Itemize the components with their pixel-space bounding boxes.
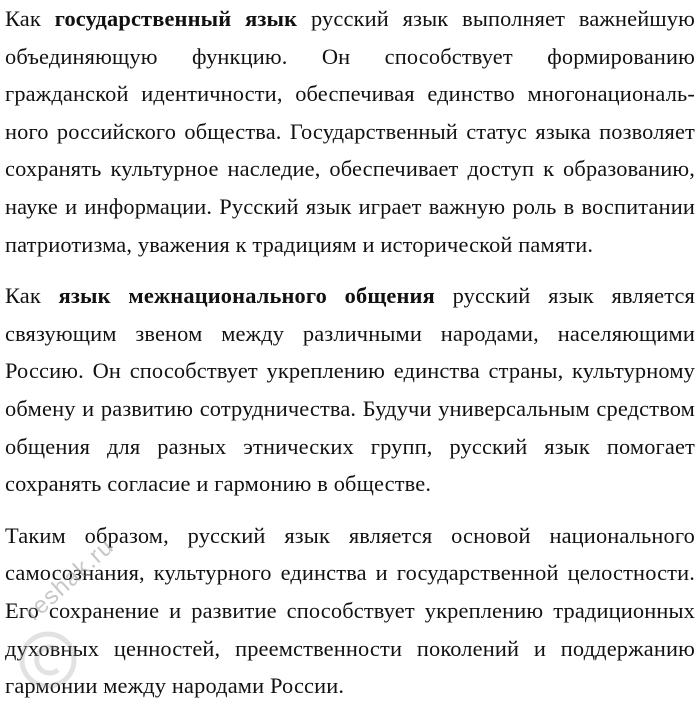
bold-term: язык межнационального общения xyxy=(58,283,435,309)
text-line xyxy=(5,0,695,38)
text-line: гармонии между народами России. xyxy=(5,673,345,699)
watermark-text: reshak.ru xyxy=(20,533,120,627)
document-body xyxy=(5,0,695,705)
paragraph-gap xyxy=(5,263,695,277)
text-line: объединяющую функцию. Он способствует формированию xyxy=(5,43,695,69)
text-line: общения для разных этнических групп, русский язык помогает xyxy=(5,433,695,459)
paragraph-gap xyxy=(5,503,695,517)
text-line: ного российского общества. Государственный статус языка позволяет xyxy=(5,118,695,144)
text-line: Его сохранение и развитие способствует укреплению традиционных xyxy=(5,597,695,623)
text-line: науке и информации. Русский язык играет важную роль в воспитании xyxy=(5,193,695,219)
text-line: сохранять согласие и гармонию в обществе. xyxy=(5,471,432,497)
paragraph-2 xyxy=(5,277,695,503)
text-line: Россию. Он способствует укреплению единства страны, культурному xyxy=(5,358,695,384)
text-line: связующим звеном между различными народами, населяющими xyxy=(5,320,695,346)
text-run: русский язык является xyxy=(434,283,695,309)
text-run: Как xyxy=(5,283,59,309)
text-line: духовных ценностей, преемственности поколений и поддержанию xyxy=(5,635,695,661)
text-line: гражданской идентичности, обеспечивая единство многонациональ- xyxy=(5,81,695,107)
bold-term: государственный язык xyxy=(54,6,298,31)
paragraph-1 xyxy=(5,0,695,263)
text-line: самосознания, культурного единства и государственной целостности. xyxy=(5,560,695,586)
text-run: русский язык выполняет важнейшую xyxy=(297,6,696,31)
text-run: Как xyxy=(5,6,55,31)
text-line: обмену и развитию сотрудничества. Будучи универсальным средством xyxy=(5,395,695,421)
text-line: Таким образом, русский язык является основой национального xyxy=(5,522,695,548)
text-line: патриотизма, уважения к традициям и исторической памяти. xyxy=(5,231,594,257)
text-line: сохранять культурное наследие, обеспечивает доступ к образованию, xyxy=(5,156,695,182)
text-line xyxy=(5,277,695,315)
